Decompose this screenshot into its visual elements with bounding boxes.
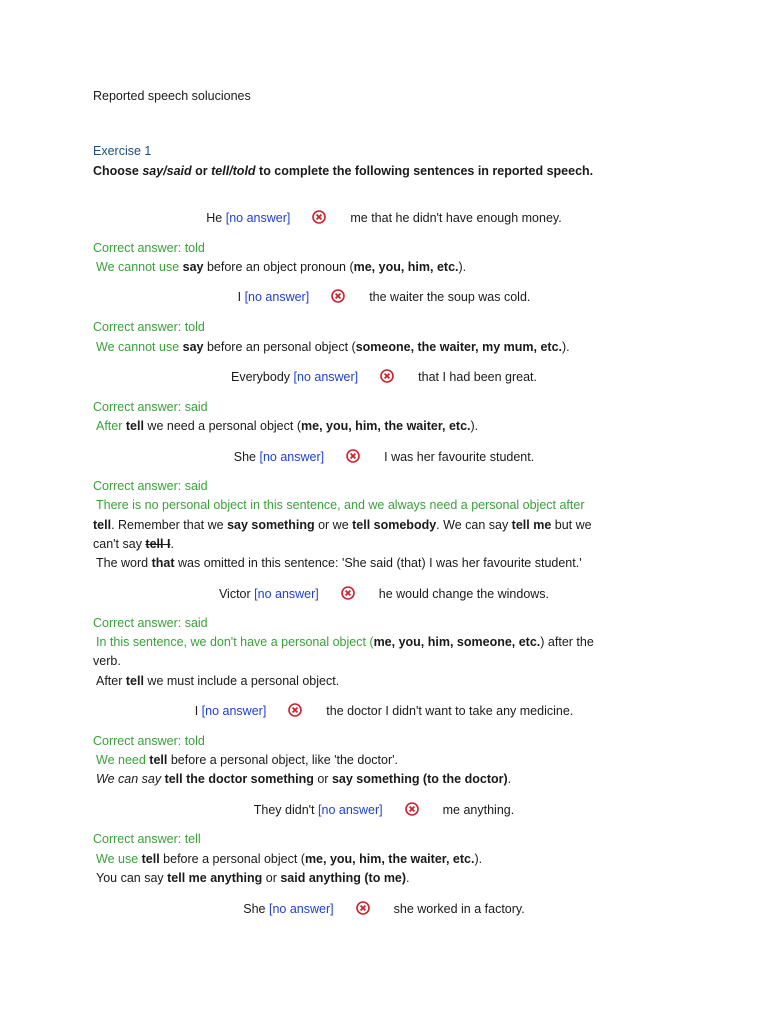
answer-field[interactable]: [no answer]: [201, 704, 267, 718]
correct-answer-4: Correct answer: said: [93, 479, 208, 493]
explanation-5-line-2: verb.: [93, 654, 121, 668]
correct-answer-5: Correct answer: said: [93, 616, 208, 630]
correct-answer-7: Correct answer: tell: [93, 832, 201, 846]
answer-field[interactable]: [no answer]: [293, 370, 359, 384]
explanation-3: After tell we need a personal object (me, you, him, the waiter, etc.).: [96, 419, 479, 433]
correct-answer-1: Correct answer: told: [93, 241, 205, 255]
answer-field[interactable]: [no answer]: [318, 803, 383, 817]
explanation-4-line-1: There is no personal object in this sentence, and we always need a personal object after: [96, 498, 585, 512]
question-4: She [no answer] I was her favourite student.: [233, 450, 535, 464]
answer-field[interactable]: [no answer]: [259, 450, 325, 464]
explanation-4-line-3: can't say tell I.: [93, 537, 174, 551]
answer-field[interactable]: [no answer]: [244, 290, 310, 304]
incorrect-icon: [288, 703, 302, 717]
incorrect-icon: [341, 586, 355, 600]
correct-answer-3: Correct answer: said: [93, 400, 208, 414]
correct-answer-2: Correct answer: told: [93, 320, 205, 334]
explanation-2: We cannot use say before an personal object (someone, the waiter, my mum, etc.).: [96, 340, 570, 354]
answer-field[interactable]: [no answer]: [225, 211, 291, 225]
instruction: Choose say/said or tell/told to complete the following sentences in reported speech.: [93, 164, 594, 178]
exercise-label: Exercise 1: [93, 144, 152, 158]
question-1: He [no answer] me that he didn't have enough money.: [206, 211, 562, 225]
explanation-6-line-2: We can say tell the doctor something or say something (to the doctor).: [96, 772, 512, 786]
explanation-5-line-3: After tell we must include a personal object.: [96, 674, 340, 688]
question-3: Everybody [no answer] that I had been great.: [230, 370, 537, 384]
question-5: Victor [no answer] he would change the windows.: [218, 587, 550, 601]
answer-field[interactable]: [no answer]: [269, 902, 334, 916]
explanation-6-line-1: We need tell before a personal object, like 'the doctor'.: [96, 753, 398, 767]
explanation-7-line-2: You can say tell me anything or said anything (to me).: [96, 871, 410, 885]
document-title: Reported speech soluciones: [93, 89, 251, 103]
incorrect-icon: [380, 369, 394, 383]
correct-answer-6: Correct answer: told: [93, 734, 205, 748]
explanation-5-line-1: In this sentence, we don't have a personal object (me, you, him, someone, etc.) after the: [96, 635, 594, 649]
incorrect-icon: [356, 901, 370, 915]
question-7: They didn't [no answer] me anything.: [253, 803, 515, 817]
incorrect-icon: [405, 802, 419, 816]
question-6: I [no answer] the doctor I didn't want to take any medicine.: [194, 704, 574, 718]
incorrect-icon: [346, 449, 360, 463]
incorrect-icon: [312, 210, 326, 224]
explanation-4-line-4: The word that was omitted in this sentence: 'She said (that) I was her favourite student.': [96, 556, 582, 570]
answer-field[interactable]: [no answer]: [254, 587, 319, 601]
explanation-7-line-1: We use tell before a personal object (me, you, him, the waiter, etc.).: [96, 852, 483, 866]
explanation-1: We cannot use say before an object pronoun (me, you, him, etc.).: [96, 260, 467, 274]
explanation-4-line-2: tell. Remember that we say something or we tell somebody. We can say tell me but we: [93, 518, 592, 532]
question-2: I [no answer] the waiter the soup was cold.: [237, 290, 531, 304]
question-8: She [no answer] she worked in a factory.: [243, 902, 525, 916]
incorrect-icon: [331, 289, 345, 303]
